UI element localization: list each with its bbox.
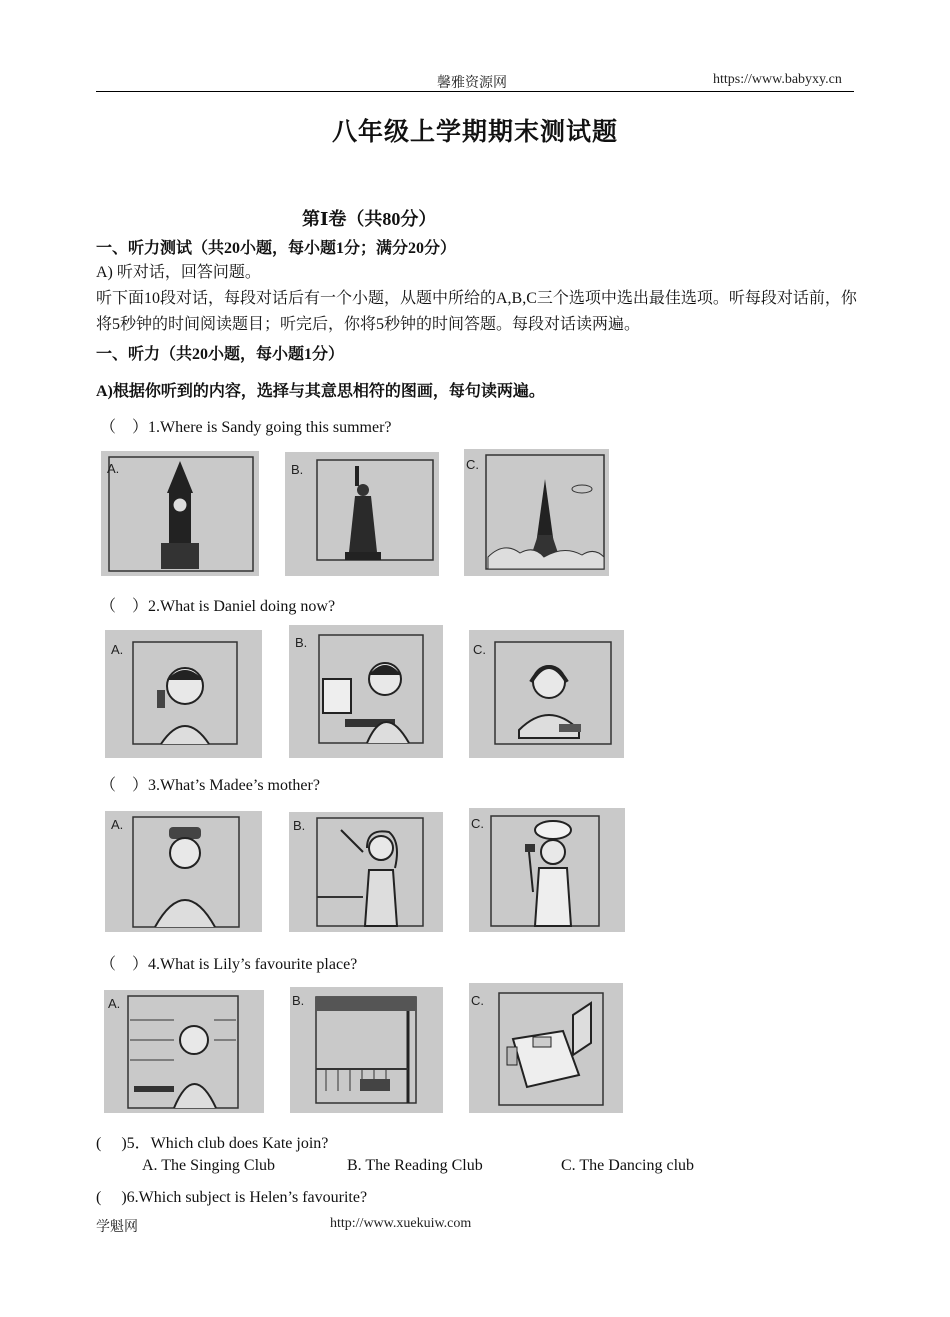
svg-text:C.: C.	[471, 993, 484, 1008]
option-1c-picture[interactable]	[464, 449, 609, 576]
question-text: 2.What is Daniel doing now?	[148, 598, 336, 615]
page-title: 八年级上学期期末测试题	[331, 117, 618, 146]
cook-icon	[469, 808, 625, 932]
option-1a-picture[interactable]	[101, 451, 259, 576]
option-3b-picture[interactable]	[289, 812, 443, 932]
option-4a-picture[interactable]	[104, 990, 264, 1113]
boy-with-headphones-icon	[469, 630, 624, 758]
svg-text:A.: A.	[111, 817, 124, 832]
header-url: https://www.babyxy.cn	[713, 72, 842, 87]
boy-at-computer-icon	[289, 625, 443, 758]
q5-option-b[interactable]: B. The Reading Club	[347, 1157, 483, 1174]
header-divider	[96, 91, 854, 92]
option-4b-picture[interactable]	[290, 987, 443, 1113]
question-text: 1.Where is Sandy going this summer?	[148, 419, 392, 436]
svg-text:A.: A.	[107, 461, 120, 476]
option-3c-picture[interactable]	[469, 808, 625, 932]
section-heading-listening: 一、听力测试（共20小题，每小题1分；满分20分）	[96, 240, 457, 257]
question-4	[100, 951, 357, 974]
boy-on-phone-icon	[105, 630, 262, 758]
part-a-task: A)根据你听到的内容，选择与其意思相符的图画，每句读两遍。	[96, 383, 545, 400]
svg-text:C.: C.	[473, 642, 486, 657]
option-2a-picture[interactable]	[105, 630, 262, 758]
question-5	[96, 1130, 328, 1153]
svg-text:C.: C.	[471, 816, 484, 831]
footer-site-name: 学魁网	[96, 1220, 138, 1235]
header-site-name: 馨雅资源网	[437, 76, 507, 91]
q5-option-c[interactable]: C. The Dancing club	[561, 1157, 695, 1174]
svg-text:B.: B.	[293, 818, 306, 833]
bedroom-icon	[469, 983, 623, 1113]
option-4c-picture[interactable]	[469, 983, 623, 1113]
eiffel-tower-icon	[464, 449, 609, 576]
svg-text:B.: B.	[295, 635, 308, 650]
answer-bracket[interactable]: ( )	[96, 1135, 127, 1152]
instructions: 听下面10段对话，每段对话后有一个小题，从题中所给的A,B,C三个选项中选出最佳选项。听每段对话前，你将5秒钟的时间阅读题目；听完后，你将5秒钟的时间答题。每段对话读两遍。	[96, 290, 857, 333]
section-heading-listening-b: 一、听力（共20小题，每小题1分）	[96, 346, 345, 363]
footer-url: http://www.xuekuiw.com	[330, 1216, 472, 1231]
part-a-intro: A) 听对话，回答问题。	[96, 264, 261, 281]
question-6	[96, 1184, 367, 1207]
answer-bracket[interactable]: （ ）	[100, 598, 149, 615]
question-3	[100, 772, 320, 795]
option-3a-picture[interactable]	[105, 811, 262, 932]
answer-bracket[interactable]: ( )	[96, 1189, 127, 1206]
big-ben-icon	[101, 451, 259, 576]
svg-text:C.: C.	[466, 457, 479, 472]
svg-text:A.: A.	[111, 642, 124, 657]
question-text: 6.Which subject is Helen’s favourite?	[126, 1189, 368, 1206]
svg-text:B.: B.	[292, 993, 305, 1008]
option-1b-picture[interactable]	[285, 452, 439, 576]
svg-text:B.: B.	[291, 462, 304, 477]
library-icon	[104, 990, 264, 1113]
option-2b-picture[interactable]	[289, 625, 443, 758]
answer-bracket[interactable]: （ ）	[100, 956, 149, 973]
question-text: 5．Which club does Kate join?	[126, 1135, 329, 1152]
answer-bracket[interactable]: （ ）	[100, 419, 149, 436]
statue-of-liberty-icon	[285, 452, 439, 576]
q5-option-a[interactable]: A. The Singing Club	[142, 1157, 276, 1174]
question-text: 4.What is Lily’s favourite place?	[148, 956, 358, 973]
balcony-icon	[290, 987, 443, 1113]
option-2c-picture[interactable]	[469, 630, 624, 758]
svg-text:A.: A.	[108, 996, 121, 1011]
answer-bracket[interactable]: （ ）	[100, 777, 149, 794]
question-1	[100, 414, 392, 437]
volume-heading: 第Ⅰ卷（共80分）	[302, 209, 437, 229]
teacher-icon	[289, 812, 443, 932]
question-2	[100, 593, 335, 616]
officer-icon	[105, 811, 262, 932]
question-text: 3.What’s Madee’s mother?	[148, 777, 320, 794]
